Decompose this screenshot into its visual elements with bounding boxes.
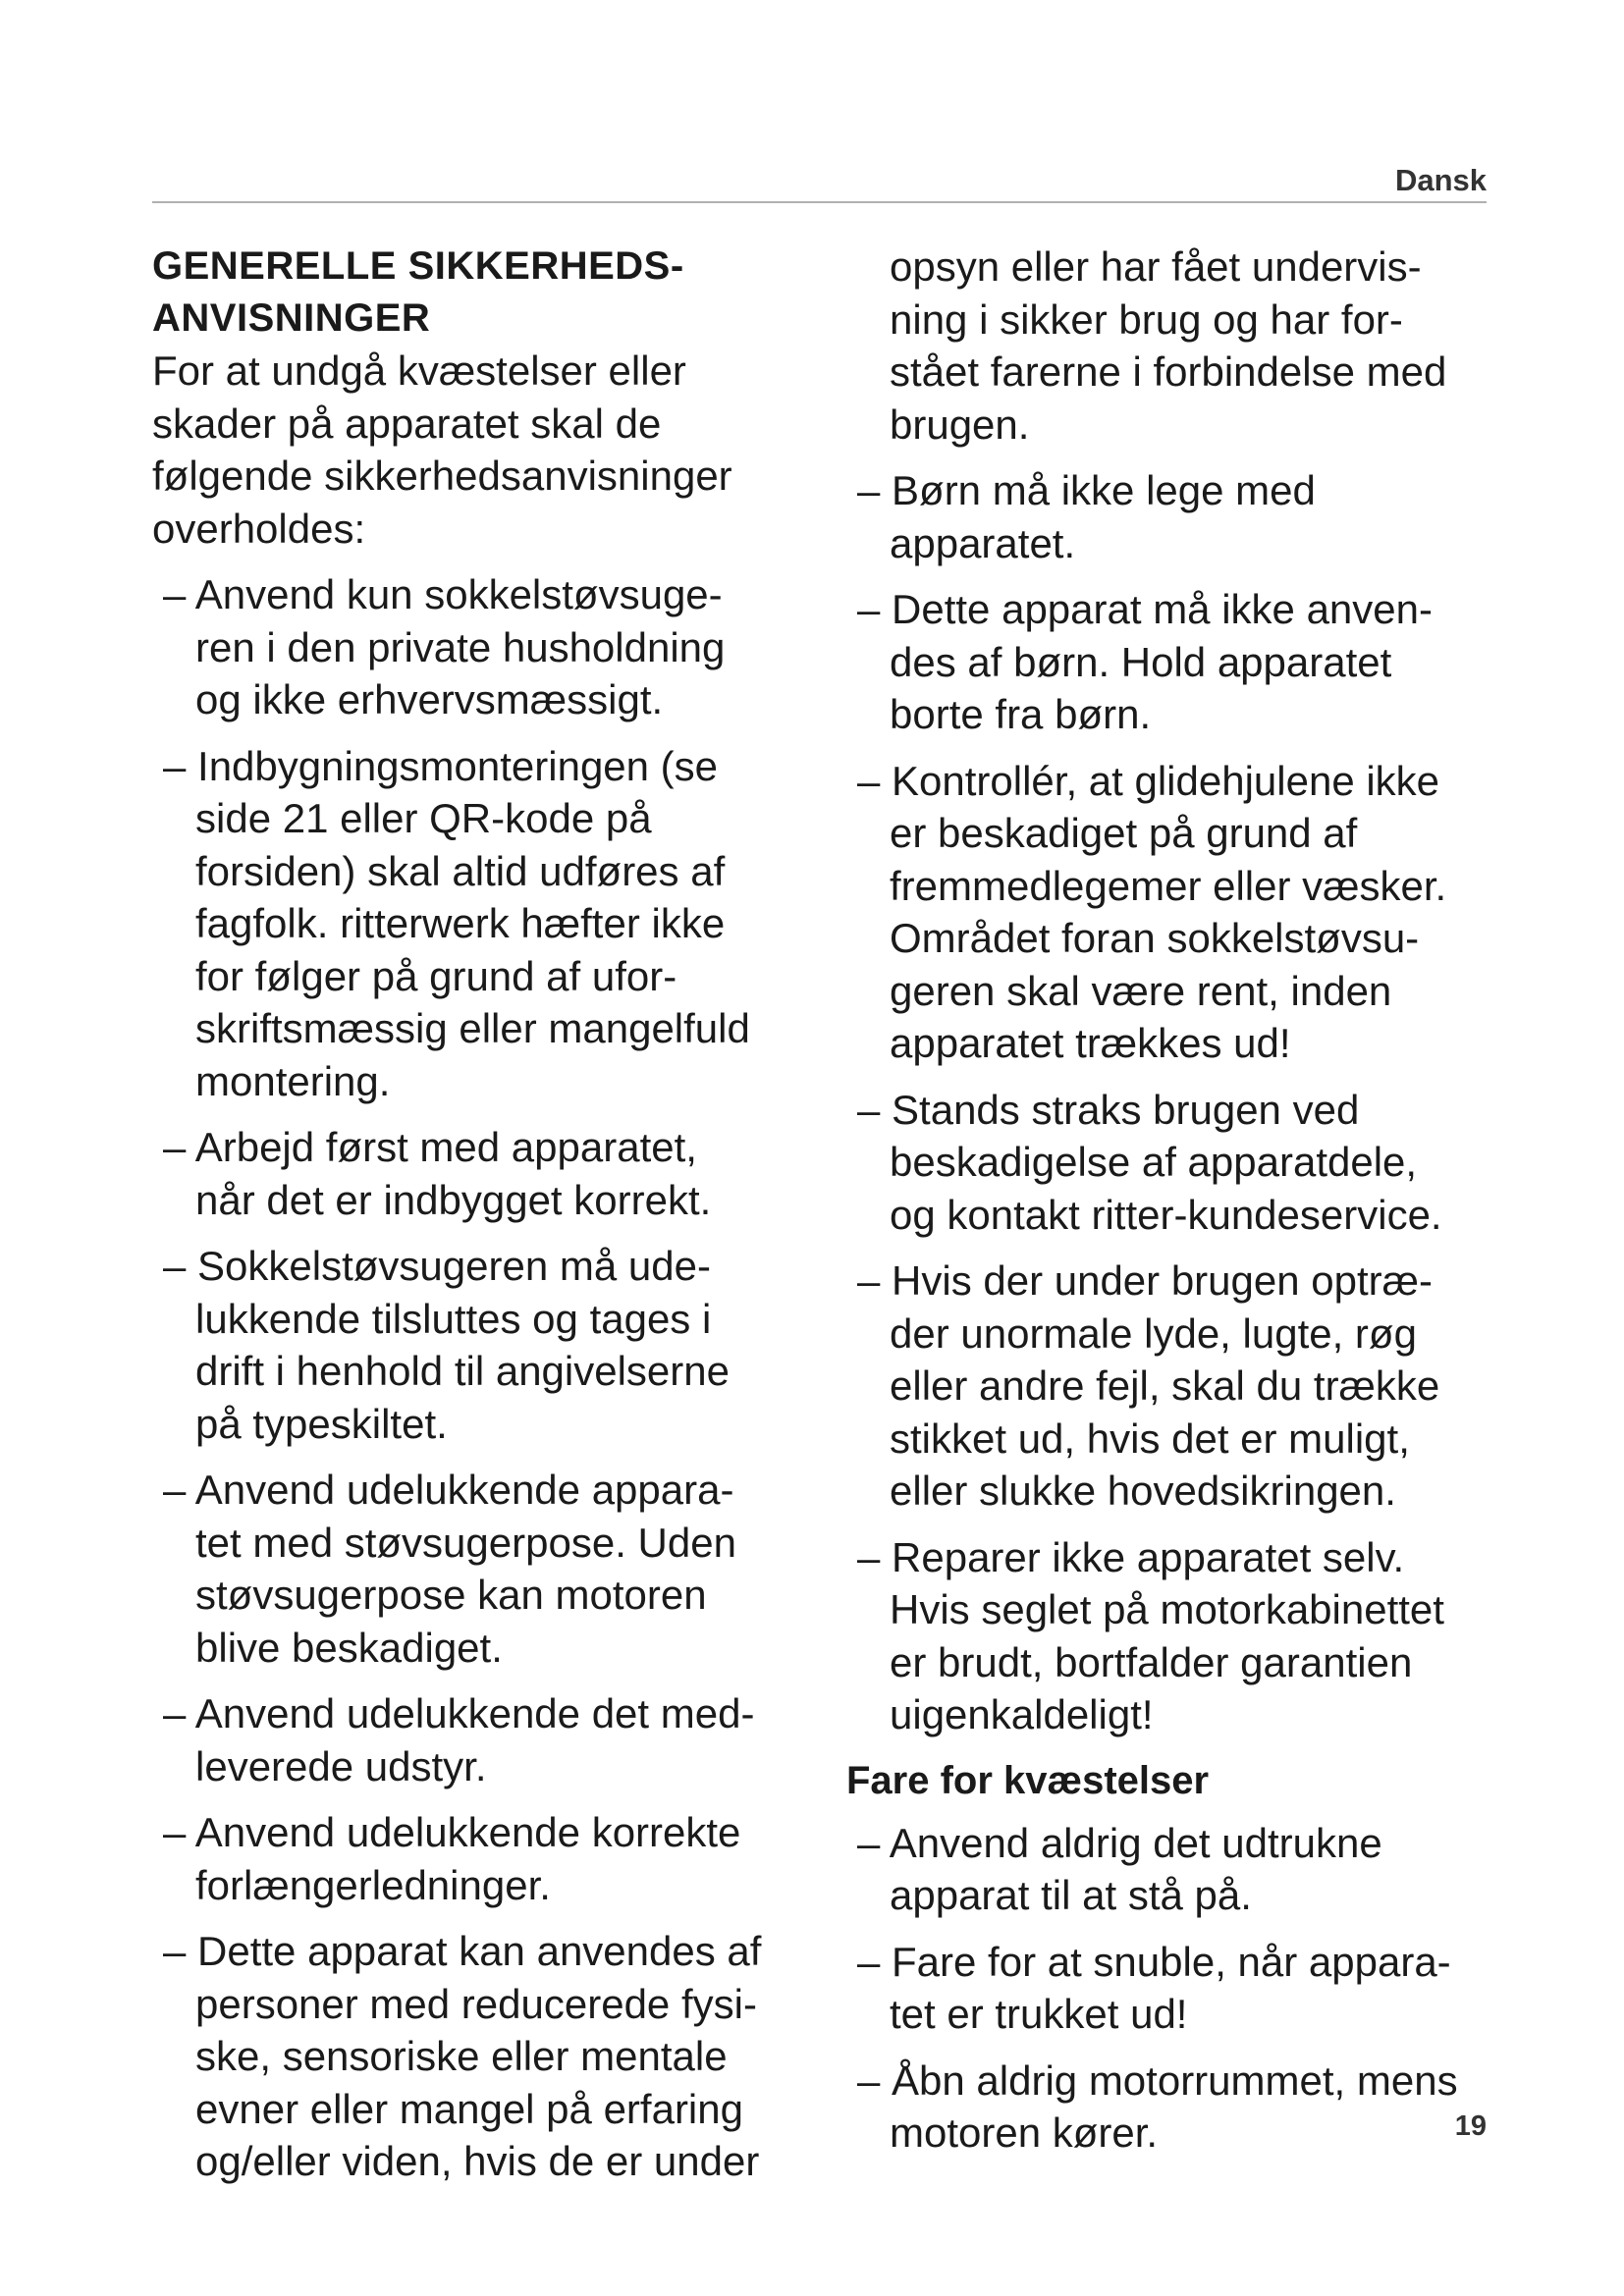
list-item-line: uigenkaldeligt! (890, 1691, 1154, 1737)
list-item-line: evner eller mangel på erfaring (195, 2085, 743, 2132)
list-item (846, 1817, 1524, 1922)
list-item (152, 1806, 839, 1911)
list-item-line: på typeskiltet. (195, 1400, 448, 1447)
list-item-line: eller slukke hovedsikringen. (890, 1468, 1396, 1514)
list-item-line: des af børn. Hold apparatet (890, 638, 1392, 685)
list-item (152, 740, 839, 1108)
list-item-line: fremmedlegemer eller væsker. (890, 862, 1447, 909)
list-item-line: – Sokkelstøvsugeren må ude- (163, 1243, 711, 1289)
list-item-line: – Arbejd først med apparatet, (163, 1124, 697, 1170)
list-item-line: støvsugerpose kan motoren (195, 1572, 707, 1618)
intro-line: skader på apparatet skal de (152, 400, 662, 447)
list-item (152, 1925, 839, 2188)
list-item-line: eller andre fejl, skal du trække (890, 1362, 1440, 1409)
list-item-line: – Anvend udelukkende det med- (163, 1690, 755, 1736)
list-item-line: – Hvis der under brugen optræ- (857, 1257, 1433, 1304)
list-item-line: er brudt, bortfalder garantien (890, 1638, 1413, 1685)
list-item-line: apparat til at stå på. (890, 1872, 1252, 1918)
list-item-line: fagfolk. ritterwerk hæfter ikke (195, 900, 726, 946)
injury-hazard-list (846, 1817, 1524, 2160)
continuation-line: ning i sikker brug og har for- (890, 295, 1403, 343)
list-item-line: side 21 eller QR-kode på (195, 795, 652, 841)
list-item-line: – Indbygningsmonteringen (se (163, 742, 719, 789)
safety-list (152, 568, 839, 2188)
left-column (152, 240, 839, 2202)
list-item-line: og ikke erhvervsmæssigt. (195, 676, 664, 722)
intro-line: For at undgå kvæstelser eller (152, 347, 686, 394)
list-item-line: og/eller viden, hvis de er under (195, 2138, 760, 2184)
list-item-line: – Dette apparat må ikke anven- (857, 586, 1433, 632)
header-divider (152, 201, 1487, 203)
continuation-paragraph (846, 240, 1524, 451)
list-item-line: – Anvend aldrig det udtrukne (857, 1819, 1382, 1866)
list-item-line: – Fare for at snuble, når appara- (857, 1938, 1451, 1985)
list-item-line: Hvis seglet på motorkabinettet (890, 1586, 1444, 1632)
list-item-line: er beskadiget på grund af (890, 810, 1358, 856)
list-item-line: tet er trukket ud! (890, 1991, 1188, 2037)
list-item-line: skriftsmæssig eller mangelfuld (195, 1005, 750, 1051)
list-item-line: forlængerledninger. (195, 1861, 551, 1908)
list-item-line: – Anvend udelukkende appara- (163, 1467, 734, 1513)
list-item-line: – Børn må ikke lege med (857, 467, 1316, 513)
list-item-line: – Åbn aldrig motorrummet, mens (857, 2056, 1458, 2104)
list-item (846, 1255, 1524, 1518)
list-item-line: – Reparer ikke apparatet selv. (857, 1533, 1405, 1580)
list-item (846, 1084, 1524, 1242)
list-item (846, 1936, 1524, 2041)
list-item (152, 1464, 839, 1674)
list-item (846, 755, 1524, 1070)
list-item-line: geren skal være rent, inden (890, 967, 1392, 1014)
list-item-line: beskadigelse af apparatdele, (890, 1139, 1418, 1185)
intro-line: følgende sikkerhedsanvisninger (152, 453, 732, 499)
list-item-line: – Anvend kun sokkelstøvsuge- (163, 571, 723, 617)
list-item-line: stikket ud, hvis det er muligt, (890, 1415, 1410, 1462)
list-item (152, 1240, 839, 1450)
list-item-line: der unormale lyde, lugte, røg (890, 1309, 1417, 1357)
list-item-line: tet med støvsugerpose. Uden (195, 1519, 736, 1566)
list-item-line: – Anvend udelukkende korrekte (163, 1809, 741, 1855)
list-item-line: Området foran sokkelstøvsu- (890, 915, 1420, 961)
list-item-line: forsiden) skal altid udføres af (195, 847, 726, 894)
intro-line: overholdes: (152, 505, 366, 552)
list-item-line: og kontakt ritter-kundeservice. (890, 1191, 1442, 1238)
heading-line: GENERELLE SIKKERHEDS- (152, 244, 684, 288)
list-item (846, 2055, 1524, 2160)
list-item-line: når det er indbygget korrekt. (195, 1176, 712, 1223)
list-item-line: – Kontrollér, at glidehjulene ikke (857, 757, 1440, 804)
list-item (152, 1121, 839, 1226)
list-item-line: blive beskadiget. (195, 1624, 503, 1671)
injury-hazard-heading: Fare for kvæstelser (846, 1758, 1210, 1802)
list-item-line: leverede udstyr. (195, 1742, 487, 1789)
page-number: 19 (1454, 2110, 1487, 2142)
list-item (846, 1531, 1524, 1741)
list-item (152, 568, 839, 726)
list-item-line: apparatet. (890, 519, 1076, 566)
list-item-line: ren i den private husholdning (195, 623, 726, 670)
safety-list-continued (846, 464, 1524, 1741)
right-column (846, 240, 1524, 2173)
continuation-line: brugen. (890, 400, 1030, 448)
list-item-line: for følger på grund af ufor- (195, 952, 677, 999)
list-item-line: – Dette apparat kan anvendes af (163, 1928, 762, 1974)
list-item-line: borte fra børn. (890, 691, 1152, 737)
list-item (846, 583, 1524, 741)
intro-paragraph (152, 345, 839, 555)
list-item-line: ske, sensoriske eller mentale (195, 2033, 728, 2079)
list-item (152, 1687, 839, 1792)
list-item-line: drift i henhold til angivelserne (195, 1348, 730, 1394)
list-item-line: personer med reducerede fysi- (195, 1980, 757, 2027)
continuation-line: opsyn eller har fået undervis- (890, 243, 1422, 290)
list-item-line: montering. (195, 1057, 391, 1104)
language-label: Dansk (1394, 163, 1487, 197)
continuation-line: stået farerne i forbindelse med (890, 348, 1447, 395)
list-item-line: apparatet trækkes ud! (890, 1020, 1291, 1066)
list-item-line: lukkende tilsluttes og tages i (195, 1295, 712, 1342)
list-item-line: motoren kører. (890, 2109, 1159, 2156)
section-heading (152, 240, 839, 345)
heading-line: ANVISNINGER (152, 296, 431, 340)
list-item (846, 464, 1524, 569)
list-item-line: – Stands straks brugen ved (857, 1086, 1360, 1133)
